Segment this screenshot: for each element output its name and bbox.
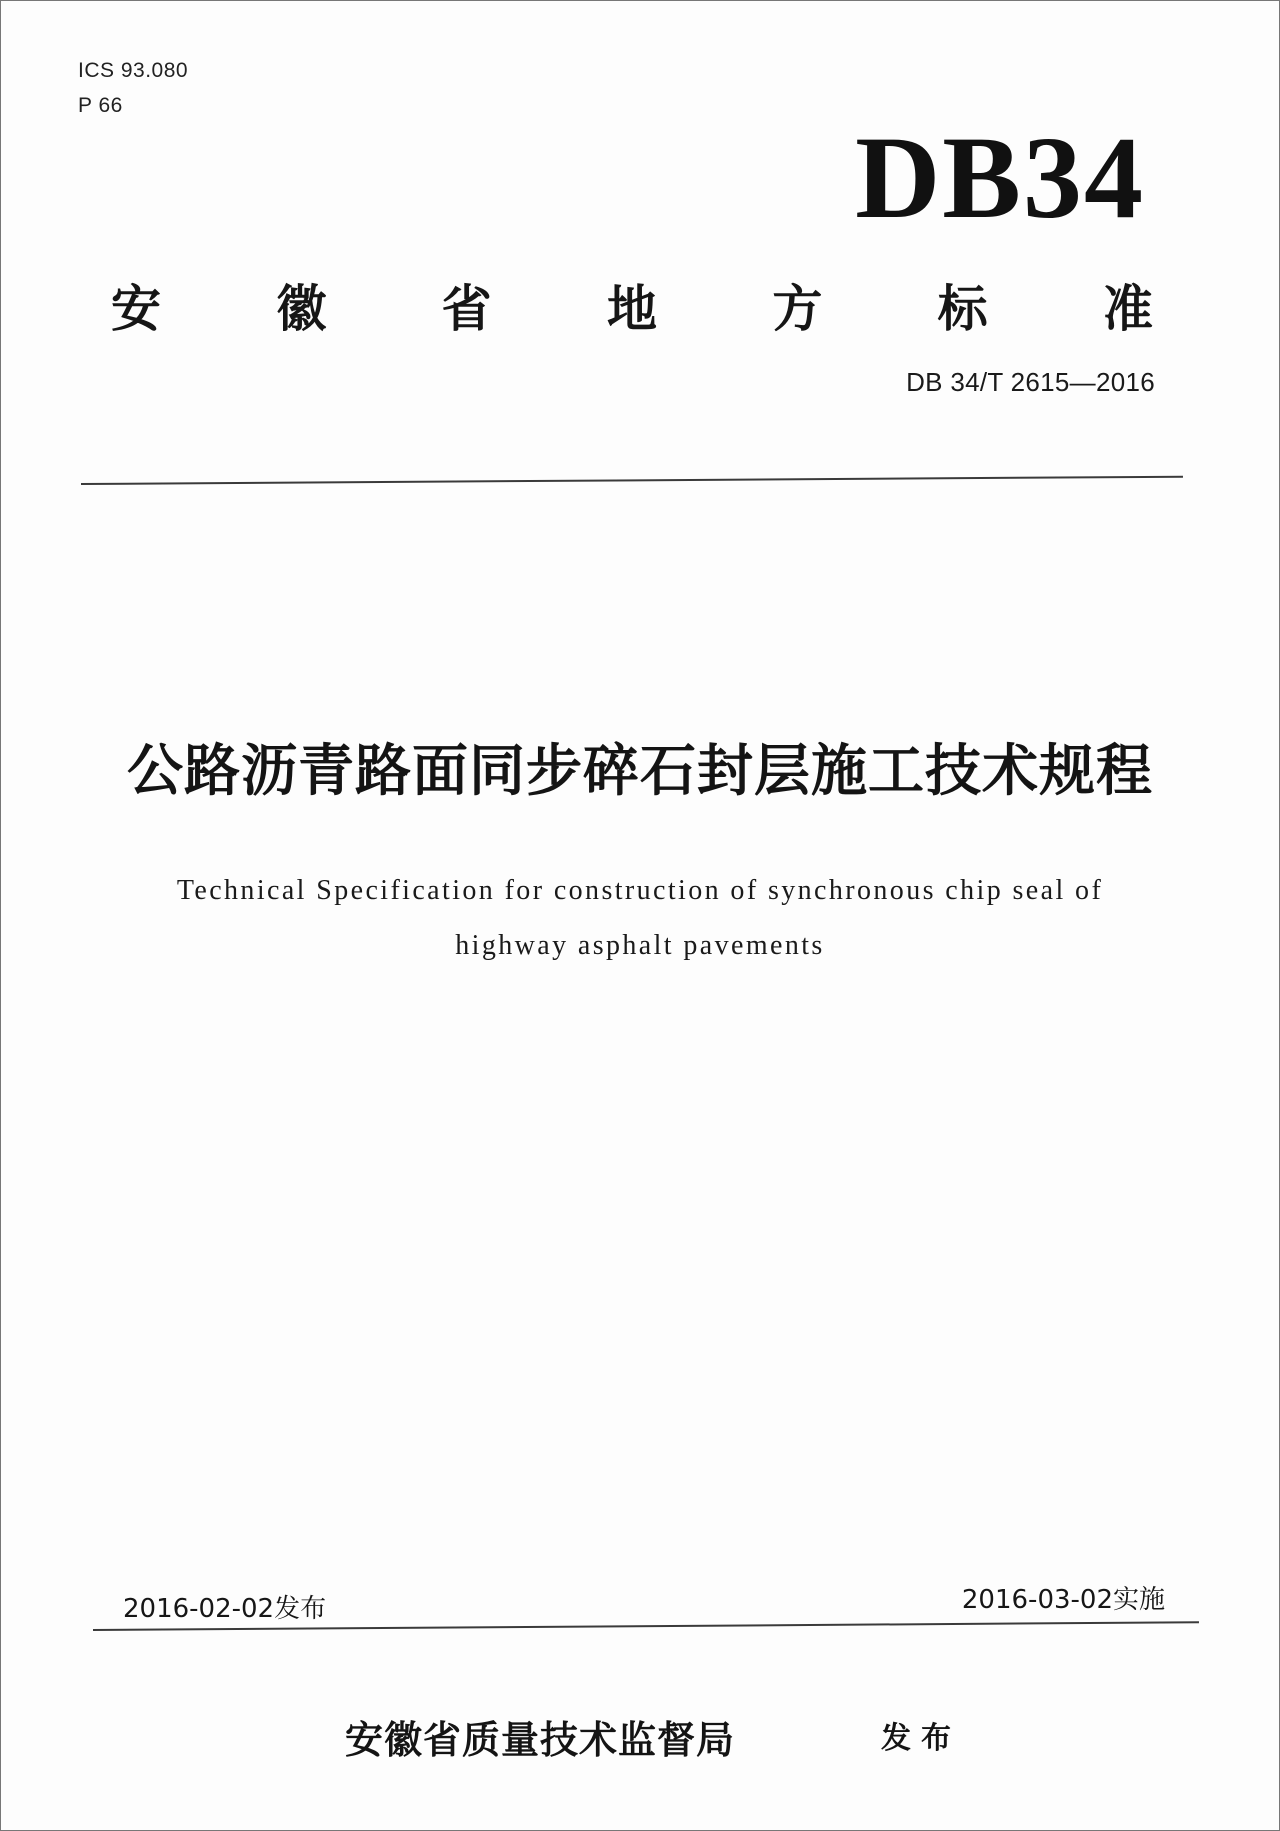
- standard-type-char: 地: [606, 280, 657, 338]
- standard-type-char: 安: [111, 280, 161, 338]
- standard-type-char: 省: [441, 280, 492, 338]
- standard-type-char: 准: [1102, 280, 1153, 338]
- title-english: [111, 863, 1169, 973]
- issue-date: 2016-02-02发布: [123, 1594, 327, 1624]
- p-classification: P 66: [78, 94, 123, 117]
- standard-type: [111, 269, 1153, 341]
- standard-type-char: 标: [937, 280, 988, 338]
- effective-date: 2016-03-02实施: [961, 1585, 1165, 1615]
- title-chinese: 公路沥青路面同步碎石封层施工技术规程: [127, 739, 1153, 804]
- standard-type-char: 徽: [276, 280, 327, 338]
- publisher-name: 安徽省质量技术监督局: [345, 1718, 736, 1762]
- standard-type-char: 方: [772, 280, 823, 338]
- ics-classification: ICS 93.080: [78, 59, 189, 82]
- standard-number: DB 34/T 2615—2016: [906, 367, 1155, 397]
- title-english-line-1: Technical Specification for construction of synchronous chip seal of: [176, 875, 1104, 906]
- title-english-line-2: highway asphalt pavements: [455, 930, 825, 961]
- standard-code: DB34: [855, 112, 1145, 243]
- publisher-suffix: 发布: [881, 1721, 961, 1756]
- header-divider: [81, 476, 1183, 485]
